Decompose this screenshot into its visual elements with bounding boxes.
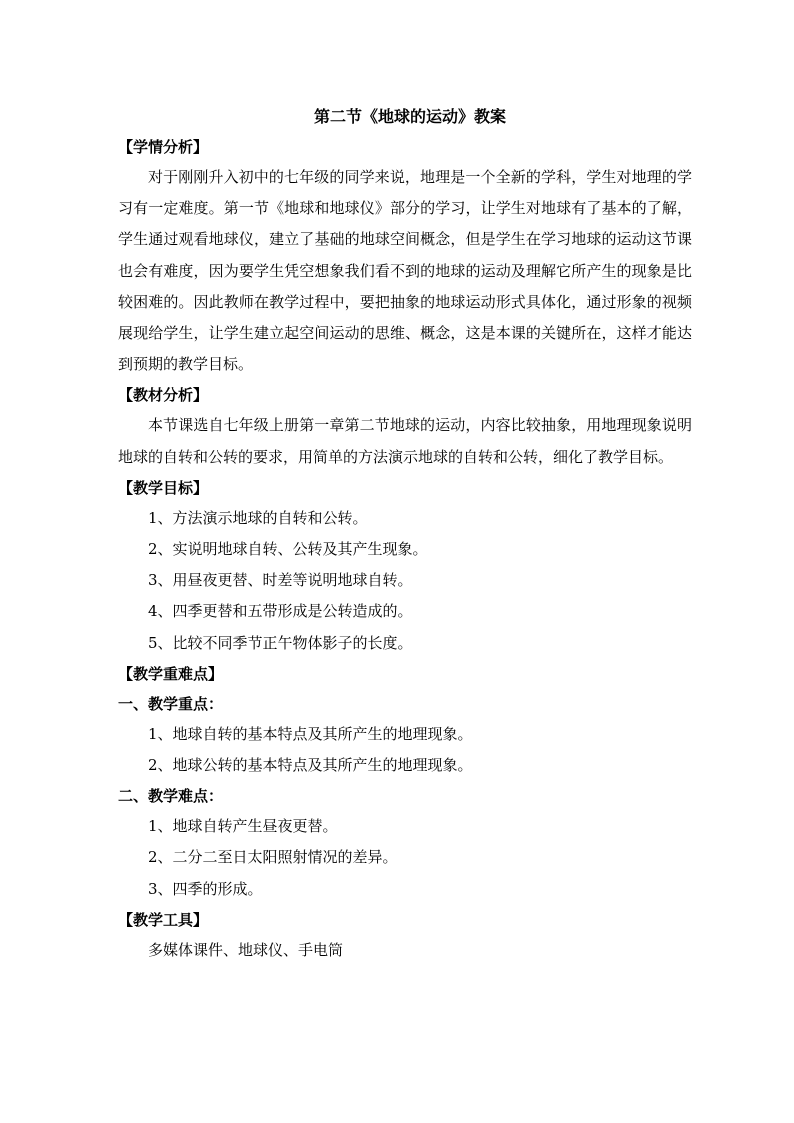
list-item: 3、用昼夜更替、时差等说明地球自转。 (148, 571, 413, 590)
list-item: 4、四季更替和五带形成是公转造成的。 (148, 602, 413, 621)
document-title: 第二节《地球的运动》教案 (313, 107, 506, 126)
tools-list (118, 935, 692, 966)
section-teaching-tools (118, 905, 692, 966)
section-heading: 【学情分析】 (118, 138, 209, 156)
section-heading: 【教学目标】 (118, 478, 209, 497)
list-item: 2、地球公转的基本特点及其所产生的地理现象。 (148, 756, 473, 775)
subsection-heading-difficult-points: 二、教学难点： (118, 787, 224, 806)
list-item: 1、地球自转的基本特点及其所产生的地理现象。 (148, 724, 473, 743)
section-heading: 【教学重难点】 (118, 664, 224, 683)
section-learning-analysis (118, 132, 692, 380)
section-textbook-analysis (118, 380, 692, 472)
document-body (118, 104, 692, 966)
list-item: 1、地球自转产生昼夜更替。 (148, 817, 338, 836)
section-heading: 【教材分析】 (118, 386, 209, 405)
list-item: 1、方法演示地球的自转和公转。 (148, 508, 368, 527)
section-heading: 【教学工具】 (118, 910, 209, 929)
list-item: 多媒体课件、地球仪、手电筒 (148, 940, 344, 959)
section-paragraph: 本节课选自七年级上册第一章第二节地球的运动，内容比较抽象，用地理现象说明地球的自转和公转的要求，用简单的方法演示地球的自转和公转，细化了教学目标。 (118, 416, 692, 466)
key-points-list (118, 719, 692, 781)
subsection-heading-key-points: 一、教学重点： (118, 694, 224, 713)
goals-list (118, 503, 692, 659)
section-teaching-goals (118, 473, 692, 659)
list-item: 5、比较不同季节正午物体影子的长度。 (148, 633, 413, 652)
section-key-difficult (118, 659, 692, 905)
list-item: 2、实说明地球自转、公转及其产生现象。 (148, 540, 428, 559)
section-paragraph: 对于刚刚升入初中的七年级的同学来说，地理是一个全新的学科，学生对地理的学习有一定难度。第一节《地球和地球仪》部分的学习，让学生对地球有了基本的了解，学生通过观看地球仪，建立了基础的地球空间概念，但是学生在学习地球的运动这节课也会有难度，因为要学生凭空想象我们看不到的地球的运动及理解它所产生的现象是比较困难的。因此教师在教学过程中，要把抽象的地球运动形式具体化，通过形象的视频展现给学生，让学生建立起空间运动的思维、概念，这是本课的关键所在，这样才能达到预期的教学目标。 (118, 168, 692, 374)
list-item: 3、四季的形成。 (148, 879, 263, 898)
difficult-points-list (118, 811, 692, 905)
list-item: 2、二分二至日太阳照射情况的差异。 (148, 848, 398, 867)
